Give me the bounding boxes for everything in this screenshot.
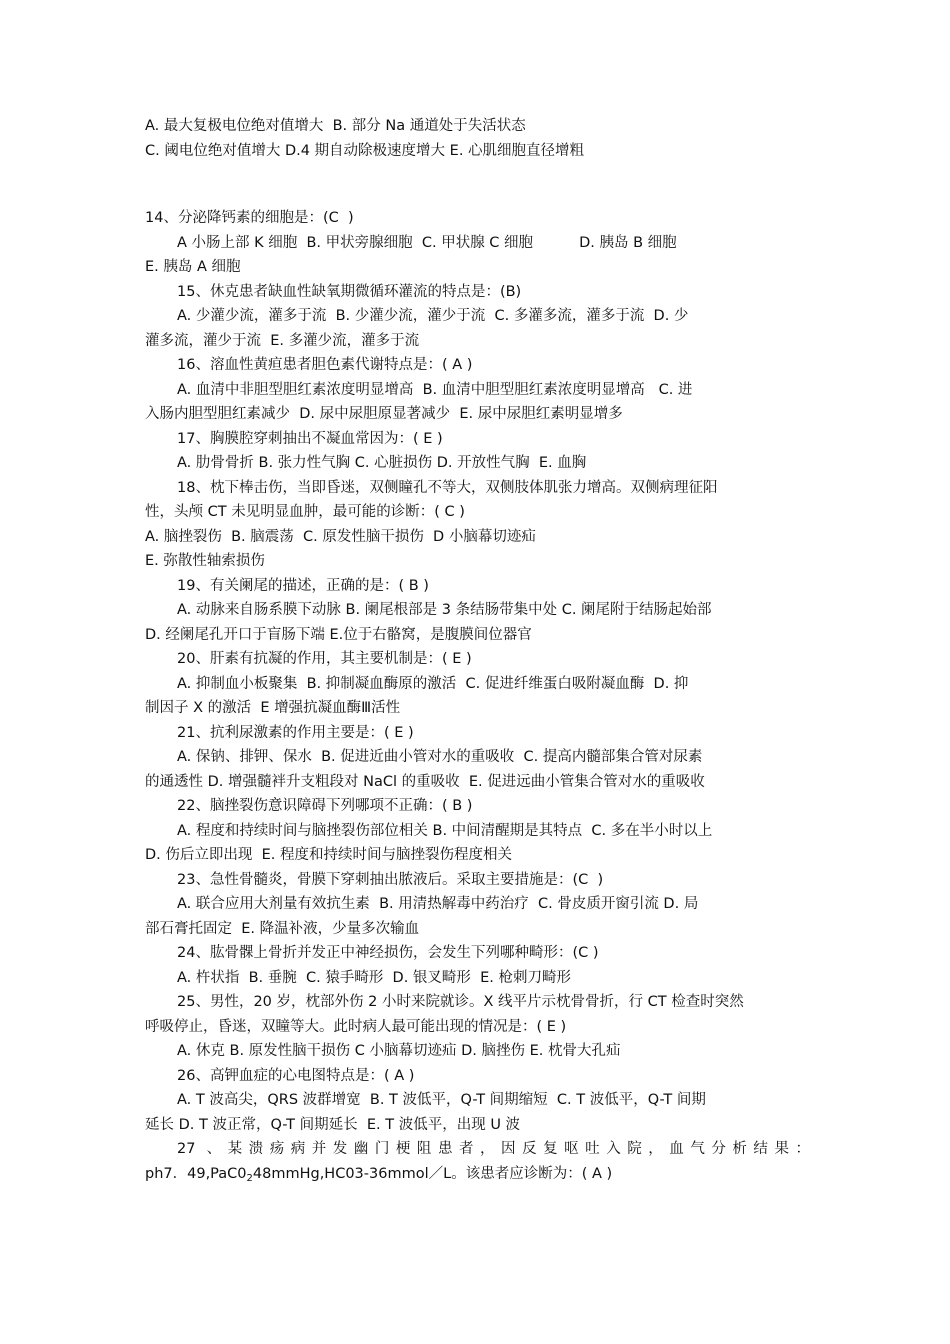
option-line: E. 弥散性轴索损伤 <box>145 553 265 569</box>
option-line: A. 最大复极电位绝对值增大 B. 部分 Na 通道处于失活状态 <box>145 118 526 134</box>
document-page <box>145 114 810 1186</box>
question-14: 14、分泌降钙素的细胞是：(C ) <box>145 210 354 226</box>
question-24: 24、肱骨髁上骨折并发正中神经损伤，会发生下列哪种畸形：(C ) <box>177 945 599 961</box>
option-line: A. 杵状指 B. 垂腕 C. 猿手畸形 D. 银叉畸形 E. 枪刺刀畸形 <box>177 969 572 986</box>
option-line: 制因子 X 的激活 E 增强抗凝血酶Ⅲ活性 <box>145 700 401 716</box>
option-line: A. 脑挫裂伤 B. 脑震荡 C. 原发性脑干损伤 D 小脑幕切迹疝 <box>145 528 536 545</box>
option-line: 灌多流，灌少于流 E. 多灌少流，灌多于流 <box>145 332 420 349</box>
option-line: A. 程度和持续时间与脑挫裂伤部位相关 B. 中间清醒期是其特点 C. 多在半小时以上 <box>177 822 713 839</box>
question-23: 23、急性骨髓炎，骨膜下穿刺抽出脓液后。采取主要措施是：(C ) <box>177 871 604 888</box>
question-19: 19、有关阑尾的描述，正确的是：( B ) <box>177 577 429 594</box>
option-line: 延长 D. T 波正常，Q-T 间期延长 E. T 波低平，出现 U 波 <box>145 1116 521 1133</box>
question-15: 15、休克患者缺血性缺氧期微循环灌流的特点是：(B) <box>177 283 522 300</box>
question-21: 21、抗利尿激素的作用主要是：( E ) <box>177 724 414 741</box>
option-line: A. 动脉来自肠系膜下动脉 B. 阑尾根部是 3 条结肠带集中处 C. 阑尾附于结肠起始部 <box>177 602 712 618</box>
option-line: A. T 波高尖，QRS 波群增宽 B. T 波低平，Q-T 间期缩短 C. T 波低平，Q-T 间期 <box>177 1092 706 1108</box>
question-25-cont: 呼吸停止，昏迷，双瞳等大。此时病人最可能出现的情况是：( E ) <box>145 1018 567 1035</box>
question-18-cont: 性，头颅 CT 未见明显血肿，最可能的诊断：( C ) <box>145 504 465 520</box>
option-line: A. 抑制血小板聚集 B. 抑制凝血酶原的激活 C. 促进纤维蛋白吸附凝血酶 D. 抑 <box>177 675 689 692</box>
option-line: A. 联合应用大剂量有效抗生素 B. 用清热解毒中药治疗 C. 骨皮质开窗引流 D. 局 <box>177 896 699 912</box>
question-27: 27 、某溃疡病并发幽门梗阻患者，因反复呕吐入院，血气分析结果： <box>177 1141 810 1157</box>
question-26: 26、高钾血症的心电图特点是：( A ) <box>177 1067 415 1084</box>
option-line: D. 经阑尾孔开口于盲肠下端 E.位于右骼窝，是腹膜间位器官 <box>145 626 532 643</box>
option-line: A. 保钠、排钾、保水 B. 促进近曲小管对水的重吸收 C. 提高内髓部集合管对尿素 <box>177 749 703 765</box>
subscript: 2 <box>246 1172 253 1184</box>
blood-gas-text: 48mmHg,HC03-36mmol／L。该患者应诊断为：( A ) <box>252 1165 613 1182</box>
blood-gas-text: ph7．49,PaC0 <box>145 1165 247 1182</box>
option-line: C. 阈电位绝对值增大 D.4 期自动除极速度增大 E. 心肌细胞直径增粗 <box>145 142 585 159</box>
paragraph-gap <box>145 163 810 206</box>
question-17: 17、胸膜腔穿刺抽出不凝血常因为：( E ) <box>177 430 443 447</box>
question-16: 16、溶血性黄疸患者胆色素代谢特点是：( A ) <box>177 357 473 373</box>
option-line: 的通透性 D. 增强髓袢升支粗段对 NaCl 的重吸收 E. 促进远曲小管集合管对水的重吸收 <box>145 773 705 790</box>
option-line: A. 少灌少流，灌多于流 B. 少灌少流，灌少于流 C. 多灌多流，灌多于流 D. 少 <box>177 308 689 324</box>
question-25: 25、男性，20 岁，枕部外伤 2 小时来院就诊。X 线平片示枕骨骨折，行 CT 检查时突然 <box>177 994 744 1010</box>
option-line: 部石膏托固定 E. 降温补液，少量多次输血 <box>145 920 420 937</box>
option-line: 入肠内胆型胆红素减少 D. 尿中尿胆原显著减少 E. 尿中尿胆红素明显增多 <box>145 406 623 422</box>
option-line: A. 血清中非胆型胆红素浓度明显增高 B. 血清中胆型胆红素浓度明显增高 C. 进 <box>177 381 693 398</box>
question-22: 22、脑挫裂伤意识障碍下列哪项不正确：( B ) <box>177 798 473 814</box>
option-line: A. 肋骨骨折 B. 张力性气胸 C. 心脏损伤 D. 开放性气胸 E. 血胸 <box>177 455 587 471</box>
question-18: 18、枕下棒击伤，当即昏迷，双侧瞳孔不等大，双侧肢体肌张力增高。双侧病理征阳 <box>177 479 718 496</box>
option-line: A. 休克 B. 原发性脑干损伤 C 小脑幕切迹疝 D. 脑挫伤 E. 枕骨大孔疝 <box>177 1043 621 1059</box>
option-line: D. 伤后立即出现 E. 程度和持续时间与脑挫裂伤程度相关 <box>145 847 512 863</box>
option-line: E. 胰岛 A 细胞 <box>145 259 241 275</box>
option-line: A 小肠上部 K 细胞 B. 甲状旁腺细胞 C. 甲状腺 C 细胞 D. 胰岛 B 细胞 <box>177 234 677 251</box>
question-20: 20、肝素有抗凝的作用，其主要机制是：( E ) <box>177 651 472 667</box>
question-27-cont <box>145 1162 810 1187</box>
